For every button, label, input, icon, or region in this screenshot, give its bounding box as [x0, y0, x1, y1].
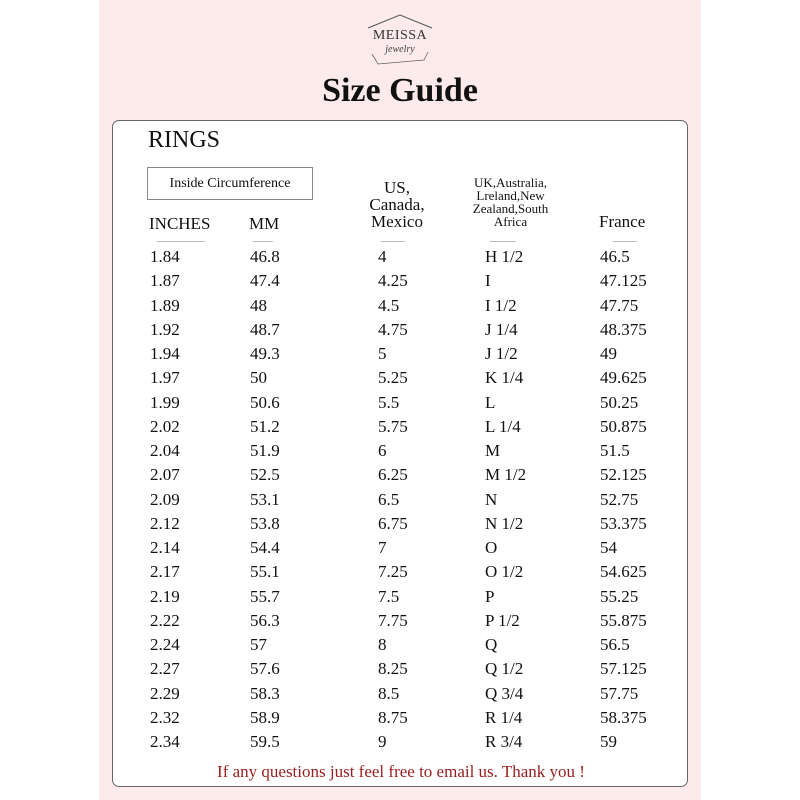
- divider: [613, 241, 637, 242]
- cell-inches: 2.07: [150, 465, 180, 485]
- cell-us: 6.75: [378, 513, 408, 533]
- cell-inches: 2.24: [150, 635, 180, 654]
- cell-us: 4.25: [378, 271, 408, 291]
- cell-inches: 1.94: [150, 344, 180, 363]
- cell-mm: 50: [250, 368, 267, 388]
- header-us-line: US,: [384, 178, 410, 197]
- header-us: [347, 179, 447, 230]
- cell-france: 54: [600, 538, 617, 557]
- cell-inches: 1.87: [150, 271, 180, 291]
- cell-inches: 1.97: [150, 368, 180, 388]
- table-row: [113, 393, 689, 417]
- cell-uk: M: [485, 441, 501, 460]
- cell-uk: N 1/2: [485, 513, 524, 533]
- cell-inches: 2.29: [150, 683, 180, 703]
- brand-name: MEISSA: [372, 28, 428, 43]
- header-uk-line: Lreland,New: [476, 188, 545, 203]
- table-row: [113, 417, 689, 441]
- cell-mm: 54.4: [250, 538, 280, 557]
- cell-inches: 2.12: [150, 513, 180, 533]
- cell-mm: 55.1: [250, 562, 280, 582]
- cell-france: 54.625: [600, 562, 647, 582]
- cell-mm: 57: [250, 635, 267, 654]
- cell-inches: 1.84: [150, 247, 180, 266]
- cell-france: 51.5: [600, 441, 630, 460]
- table-row: [113, 271, 689, 295]
- header-inches: INCHES: [149, 214, 211, 233]
- header-uk-line: Zealand,South: [472, 201, 549, 216]
- cell-france: 57.75: [600, 683, 639, 703]
- cell-mm: 47.4: [250, 271, 280, 291]
- cell-france: 55.875: [600, 610, 647, 630]
- cell-us: 4: [378, 247, 387, 266]
- divider: [381, 241, 405, 242]
- cell-mm: 52.5: [250, 465, 280, 485]
- cell-us: 6.5: [378, 489, 400, 509]
- header-mm: MM: [249, 214, 280, 233]
- cell-uk: R 3/4: [485, 732, 523, 751]
- cell-mm: 59.5: [250, 732, 280, 751]
- cell-mm: 57.6: [250, 659, 280, 679]
- table-row: [113, 296, 689, 320]
- table-row: [113, 538, 689, 562]
- cell-us: 7.75: [378, 610, 408, 630]
- cell-us: 7.5: [378, 586, 400, 606]
- cell-uk: H 1/2: [485, 247, 524, 266]
- cell-france: 46.5: [600, 247, 630, 266]
- cell-mm: 56.3: [250, 610, 280, 630]
- cell-france: 49: [600, 344, 617, 363]
- cell-us: 6: [378, 441, 387, 460]
- cell-us: 6.25: [378, 465, 408, 485]
- table-row: [113, 247, 689, 271]
- divider: [157, 241, 205, 242]
- cell-us: 7: [378, 538, 387, 557]
- cell-uk: O: [485, 538, 498, 557]
- header-uk-line: UK,Australia,: [474, 175, 547, 190]
- cell-us: 8.75: [378, 707, 408, 727]
- cell-france: 55.25: [600, 586, 639, 606]
- size-table-card: [112, 120, 688, 787]
- table-row: [113, 659, 689, 683]
- cell-us: 5.5: [378, 392, 400, 412]
- cell-us: 4.5: [378, 295, 400, 315]
- cell-france: 57.125: [600, 659, 647, 679]
- cell-uk: L: [485, 392, 496, 412]
- cell-mm: 55.7: [250, 586, 280, 606]
- header-uk-line: Africa: [493, 214, 528, 229]
- cell-france: 47.125: [600, 271, 647, 291]
- cell-inches: 2.34: [150, 732, 180, 751]
- cell-us: 7.25: [378, 562, 408, 582]
- table-row: [113, 320, 689, 344]
- cell-inches: 2.04: [150, 441, 180, 460]
- table-row: [113, 562, 689, 586]
- table-row: [113, 732, 689, 756]
- cell-france: 49.625: [600, 368, 647, 388]
- cell-mm: 51.9: [250, 441, 280, 460]
- table-row: [113, 441, 689, 465]
- group-label: Inside Circumference: [147, 167, 313, 200]
- cell-us: 5.75: [378, 416, 408, 436]
- table-row: [113, 587, 689, 611]
- divider: [490, 241, 516, 242]
- cell-uk: P: [485, 586, 495, 606]
- cell-uk: K 1/4: [485, 368, 524, 388]
- cell-inches: 1.99: [150, 392, 180, 412]
- cell-uk: I 1/2: [485, 295, 517, 315]
- cell-inches: 1.89: [150, 295, 180, 315]
- cell-mm: 48.7: [250, 319, 280, 339]
- header-uk: [458, 176, 563, 228]
- cell-uk: Q 3/4: [485, 683, 524, 703]
- cell-inches: 2.02: [150, 416, 180, 436]
- cell-inches: 2.32: [150, 707, 180, 727]
- cell-uk: N: [485, 489, 498, 509]
- cell-mm: 58.3: [250, 683, 280, 703]
- cell-mm: 48: [250, 295, 267, 315]
- cell-uk: L 1/4: [485, 416, 521, 436]
- cell-inches: 2.17: [150, 562, 180, 582]
- cell-france: 59: [600, 732, 617, 751]
- cell-uk: Q: [485, 635, 498, 654]
- cell-inches: 2.22: [150, 610, 180, 630]
- cell-inches: 2.19: [150, 586, 180, 606]
- header-france: France: [599, 212, 646, 231]
- cell-us: 9: [378, 732, 387, 751]
- brand-logo: [364, 14, 436, 72]
- table-row: [113, 708, 689, 732]
- table-row: [113, 611, 689, 635]
- cell-uk: I: [485, 271, 491, 291]
- cell-france: 50.25: [600, 392, 639, 412]
- cell-mm: 50.6: [250, 392, 280, 412]
- cell-us: 8: [378, 635, 387, 654]
- cell-us: 5: [378, 344, 387, 363]
- cell-mm: 51.2: [250, 416, 280, 436]
- cell-mm: 53.1: [250, 489, 280, 509]
- cell-us: 5.25: [378, 368, 408, 388]
- table-row: [113, 514, 689, 538]
- table-row: [113, 684, 689, 708]
- cell-mm: 49.3: [250, 344, 280, 363]
- cell-france: 53.375: [600, 513, 647, 533]
- cell-uk: M 1/2: [485, 465, 527, 485]
- page-title: Size Guide: [322, 72, 478, 109]
- cell-inches: 1.92: [150, 319, 180, 339]
- cell-uk: J 1/2: [485, 344, 518, 363]
- cell-uk: J 1/4: [485, 319, 518, 339]
- table-row: [113, 465, 689, 489]
- table-row: [113, 368, 689, 392]
- section-title: RINGS: [148, 127, 221, 153]
- cell-france: 52.125: [600, 465, 647, 485]
- table-row: [113, 344, 689, 368]
- brand-sub: jewelry: [385, 44, 415, 55]
- cell-inches: 2.27: [150, 659, 180, 679]
- cell-france: 47.75: [600, 295, 639, 315]
- header-us-line: Mexico: [371, 212, 423, 231]
- cell-france: 50.875: [600, 416, 647, 436]
- cell-france: 52.75: [600, 489, 639, 509]
- divider: [253, 241, 273, 242]
- cell-france: 58.375: [600, 707, 647, 727]
- table-row: [113, 635, 689, 659]
- header-us-line: Canada,: [369, 195, 425, 214]
- cell-mm: 58.9: [250, 707, 280, 727]
- cell-uk: O 1/2: [485, 562, 524, 582]
- cell-france: 48.375: [600, 319, 647, 339]
- cell-us: 4.75: [378, 319, 408, 339]
- cell-mm: 46.8: [250, 247, 280, 266]
- cell-us: 8.25: [378, 659, 408, 679]
- cell-us: 8.5: [378, 683, 400, 703]
- cell-inches: 2.14: [150, 538, 180, 557]
- cell-mm: 53.8: [250, 513, 280, 533]
- cell-uk: P 1/2: [485, 610, 520, 630]
- table-row: [113, 490, 689, 514]
- cell-inches: 2.09: [150, 489, 180, 509]
- cell-uk: Q 1/2: [485, 659, 524, 679]
- cell-uk: R 1/4: [485, 707, 523, 727]
- cell-france: 56.5: [600, 635, 630, 654]
- footer-note: If any questions just feel free to email us. Thank you !: [217, 762, 585, 781]
